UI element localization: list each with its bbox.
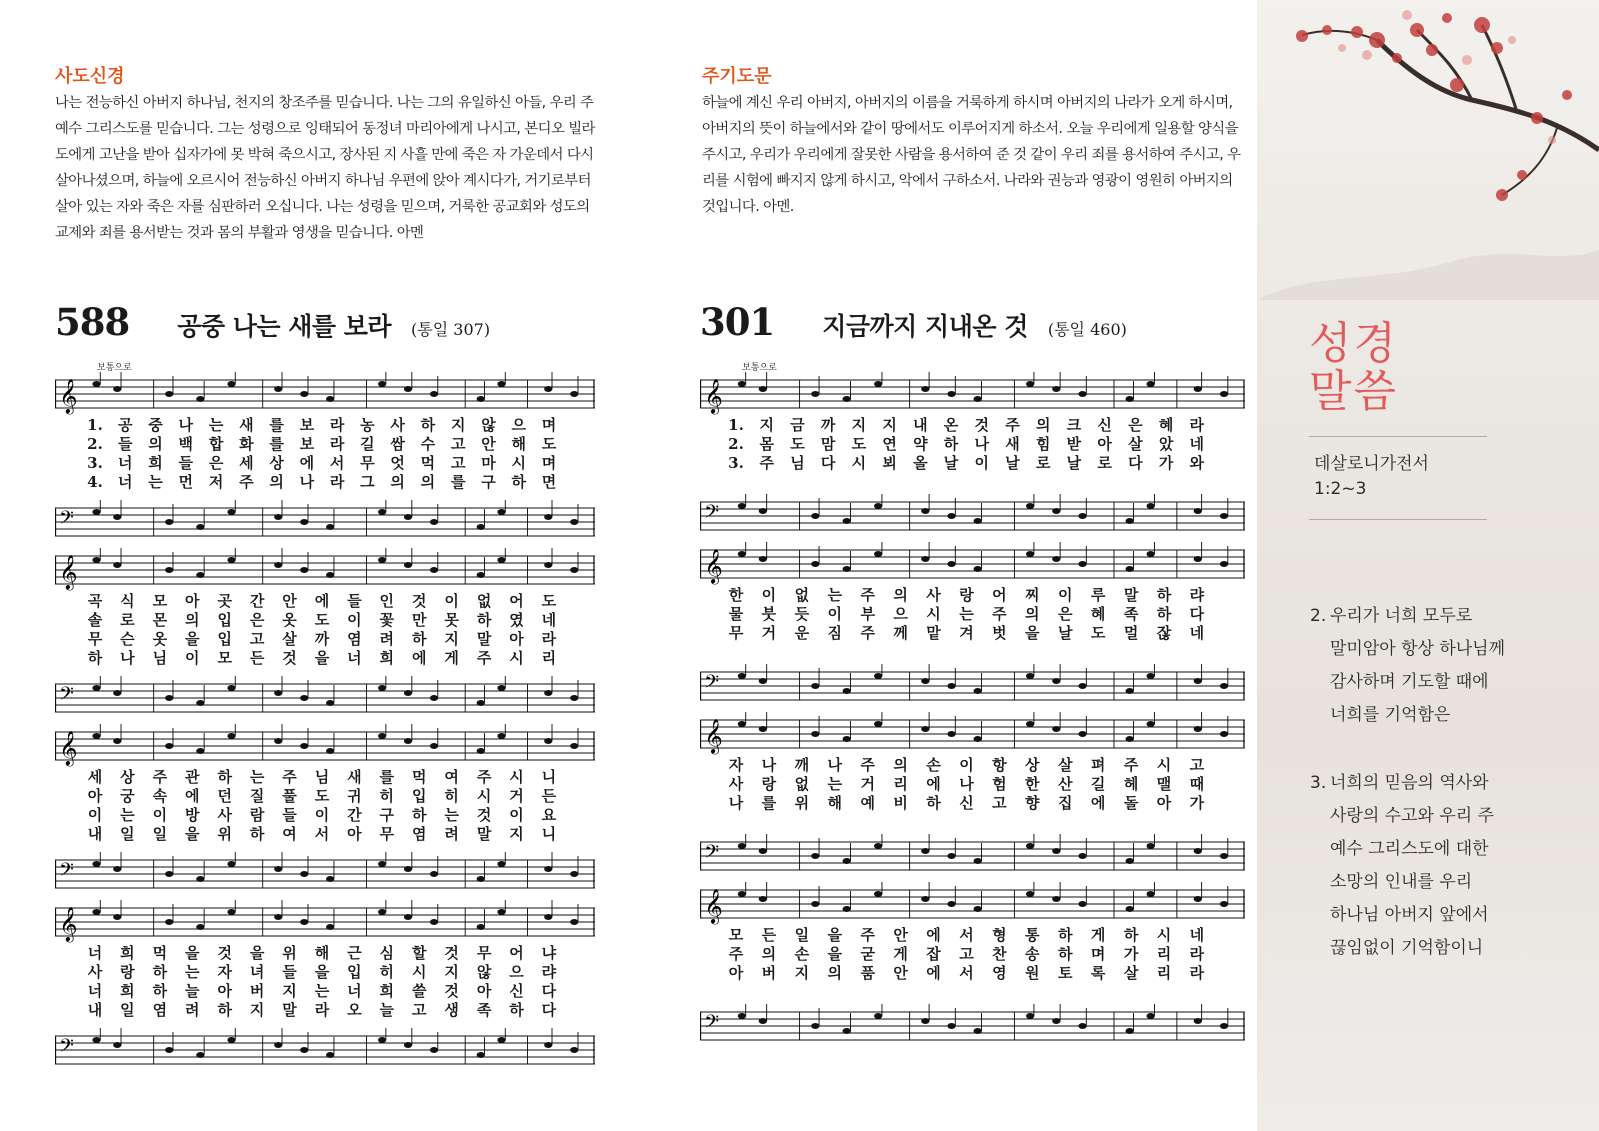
hymn-title: 공중 나는 새를 보라 [177, 312, 392, 341]
svg-text:𝄢: 𝄢 [704, 671, 720, 697]
lyric-line: 모 든 일 을 주 안 에 서 형 통 하 게 하 시 네 [728, 926, 1205, 944]
lyrics-block [700, 416, 1245, 473]
lyric-line: 이 는 이 방 사 람 들 이 간 구 하 는 것 이 요 [87, 806, 557, 824]
verse-line: 말미암아 항상 하나님께 [1330, 639, 1506, 659]
verse-line: 너희를 기억함은 [1330, 705, 1451, 725]
hymn-number: 301 [700, 300, 775, 344]
lyric-line: 4. 너 는 먼 저 주 의 나 라 그 의 의 를 구 하 면 [87, 473, 557, 491]
book-name: 데살로니가전서 [1314, 454, 1429, 474]
score-system [700, 542, 1245, 712]
verse-3 [1310, 767, 1550, 965]
lyric-line: 아 버 지 의 품 안 에 서 영 원 토 록 살 리 라 [728, 964, 1205, 982]
panel-title-line2: 말씀 [1309, 366, 1399, 417]
score-system [55, 372, 595, 548]
lyric-line: 3. 너 희 들 은 세 상 에 서 무 엇 먹 고 마 시 며 [87, 454, 557, 472]
svg-text:𝄢: 𝄢 [59, 859, 74, 885]
lyric-line: 무 슨 옷 을 입 고 살 까 염 려 하 지 말 아 라 [87, 630, 557, 648]
lyric-line: 주 의 손 을 굳 게 잡 고 찬 송 하 며 가 리 라 [728, 945, 1205, 963]
svg-text:𝄞: 𝄞 [59, 555, 78, 590]
lyric-line: 아 궁 속 에 던 질 풀 도 귀 히 입 히 시 거 든 [87, 787, 557, 805]
score-system [55, 900, 595, 1076]
score-system [700, 372, 1245, 542]
bass-staff [700, 834, 1245, 878]
treble-staff [700, 542, 1245, 586]
lyric-line: 사 랑 하 는 자 녀 들 을 입 히 시 지 않 으 랴 [87, 963, 557, 981]
lyric-line: 하 나 님 이 모 든 것 을 너 희 에 게 주 시 리 [87, 649, 557, 667]
verse-text: 우리가 너희 모두로 [1330, 606, 1473, 626]
verse-line [1310, 600, 1550, 633]
svg-text:𝄞: 𝄞 [59, 379, 78, 414]
divider [1309, 519, 1487, 520]
lyric-line: 자 나 깨 나 주 의 손 이 항 상 살 펴 주 시 고 [728, 756, 1205, 774]
lyric-line: 내 일 일 을 위 하 여 서 아 무 염 려 말 지 니 [87, 825, 557, 843]
lyric-line: 나 를 위 해 예 비 하 신 고 향 집 에 돌 아 가 [728, 794, 1205, 812]
lyric-line: 물 붓 듯 이 부 으 시 는 주 의 은 혜 족 하 다 [728, 605, 1205, 623]
panel-title [1309, 320, 1398, 416]
svg-text:𝄢: 𝄢 [704, 1011, 720, 1037]
lyric-line: 2. 몸 도 맘 도 연 약 하 나 새 힘 받 아 살 았 네 [728, 435, 1205, 453]
hymn-title: 지금까지 지내온 것 [822, 312, 1028, 341]
verse-2 [1310, 600, 1550, 732]
lyrics-block [55, 592, 595, 668]
lyric-line: 솔 로 몬 의 입 은 옷 도 이 꽃 만 못 하 였 네 [87, 611, 557, 629]
svg-text:𝄞: 𝄞 [704, 888, 723, 924]
verse-line: 하나님 아버지 앞에서 [1330, 905, 1489, 925]
svg-text:𝄞: 𝄞 [59, 731, 78, 766]
apostles-creed-text: 나는 전능하신 아버지 하나님, 천지의 창조주를 믿습니다. 나는 그의 유일하신 아들, 우리 주 예수 그리스도를 믿습니다. 그는 성령으로 잉태되어 동정녀 마리아에게 나시고, 본디오 빌라도에게 고난을 받아 십자가에 못 박혀 죽으시고, 장사된 지 사흘 만에 죽은 자 가운데서 다시 살아나셨으며, 하늘에 오르시어 전능하신 아버지 하나님 우편에 앉아 계시다가, 거기로부터 살아 있는 자와 죽은 자를 심판하러 오십니다. 나는 성령을 믿으며, 거룩한 공교회와 성도의 교제와 죄를 용서받는 것과 몸의 부활과 영생을 믿습니다. 아멘 [55, 95, 595, 241]
svg-text:𝄢: 𝄢 [704, 841, 720, 867]
lyric-line: 1. 공 중 나 는 새 를 보 라 농 사 하 지 않 으 며 [87, 416, 557, 434]
lyric-line: 곡 식 모 아 곳 간 안 에 들 인 것 이 없 어 도 [87, 592, 557, 610]
tempo-marking: 보통으로 [742, 363, 777, 373]
lyric-line: 사 랑 없 는 거 리 에 나 험 한 산 길 헤 맬 때 [728, 775, 1205, 793]
score-system [55, 548, 595, 724]
lyric-line: 너 희 하 늘 아 버 지 는 너 희 쓸 것 아 신 다 [87, 982, 557, 1000]
svg-text:𝄞: 𝄞 [704, 378, 723, 414]
apostles-creed-title: 사도신경 [55, 66, 125, 87]
score-system [55, 724, 595, 900]
hymn-united-number: (통일 460) [1047, 320, 1127, 339]
tempo-marking: 보통으로 [97, 363, 132, 373]
bass-staff [55, 500, 595, 544]
treble-staff [700, 372, 1245, 416]
bass-staff [700, 494, 1245, 538]
verse-line: 감사하며 기도할 때에 [1330, 672, 1489, 692]
score-system [700, 712, 1245, 882]
lyrics-block [700, 756, 1245, 813]
lords-prayer-text: 하늘에 계신 우리 아버지, 아버지의 이름을 거룩하게 하시며 아버지의 나라가 오게 하시며, 아버지의 뜻이 하늘에서와 같이 땅에서도 이루어지게 하소서. 오늘 우리에게 일용할 양식을 주시고, 우리가 우리에게 잘못한 사람을 용서하여 준 것 같이 우리 죄를 용서하여 주시고, 우리를 시험에 빠지지 않게 하시고, 악에서 구하소서. 나라와 권능과 영광이 영원히 아버지의 것입니다. 아멘. [702, 95, 1241, 215]
lyrics-block [700, 586, 1245, 643]
lyrics-block [55, 416, 595, 492]
bass-staff [700, 664, 1245, 708]
lyric-line: 3. 주 님 다 시 뵈 올 날 이 날 로 날 로 다 가 와 [728, 454, 1205, 472]
hymn-588 [55, 300, 595, 1076]
chapter-verse: 1:2~3 [1314, 479, 1367, 499]
treble-staff [55, 372, 595, 416]
svg-text:𝄢: 𝄢 [704, 501, 720, 527]
treble-staff [700, 882, 1245, 926]
divider [1309, 436, 1487, 437]
verse-number: 2. [1310, 606, 1327, 626]
treble-staff [55, 548, 595, 592]
treble-staff [700, 712, 1245, 756]
lords-prayer [702, 62, 1242, 220]
bass-staff [55, 1028, 595, 1072]
verse-line [1310, 767, 1550, 800]
lyric-line: 무 거 운 짐 주 께 맡 겨 벗 을 날 도 멀 잖 네 [728, 624, 1205, 642]
lyric-line: 내 일 염 려 하 지 말 라 오 늘 고 생 족 하 다 [87, 1001, 557, 1019]
verse-line: 소망의 인내를 우리 [1330, 872, 1473, 892]
lyrics-block [55, 944, 595, 1020]
bass-staff [55, 676, 595, 720]
svg-text:𝄢: 𝄢 [59, 683, 74, 709]
svg-text:𝄞: 𝄞 [704, 548, 723, 584]
score-systems [700, 372, 1245, 1052]
bass-staff [55, 852, 595, 896]
svg-text:𝄞: 𝄞 [704, 718, 723, 754]
lyric-line: 너 희 먹 을 것 을 위 해 근 심 할 것 무 어 냐 [87, 944, 557, 962]
svg-text:𝄢: 𝄢 [59, 1035, 74, 1061]
treble-staff [55, 900, 595, 944]
verse-line: 끊임없이 기억함이니 [1330, 938, 1484, 958]
hymn-number: 588 [55, 300, 130, 344]
score-systems [55, 372, 595, 1076]
hymn-header [700, 300, 1245, 360]
scripture-reference [1314, 452, 1429, 502]
hymn-header [55, 300, 595, 360]
plum-blossom-branch-image [1257, 0, 1599, 300]
verse-number: 3. [1310, 773, 1327, 793]
panel-title-line1: 성경 [1309, 318, 1399, 369]
lyric-line: 2. 들 의 백 합 화 를 보 라 길 쌈 수 고 안 해 도 [87, 435, 557, 453]
bass-staff [700, 1004, 1245, 1048]
svg-text:𝄢: 𝄢 [59, 507, 74, 533]
verse-line: 예수 그리스도에 대한 [1330, 839, 1489, 859]
treble-staff [55, 724, 595, 768]
lords-prayer-title: 주기도문 [702, 66, 772, 87]
lyric-line: 세 상 주 관 하 는 주 님 새 를 먹 여 주 시 니 [87, 768, 557, 786]
hymn-301 [700, 300, 1245, 1052]
apostles-creed [55, 62, 595, 246]
lyrics-block [700, 926, 1245, 983]
verse-text: 너희의 믿음의 역사와 [1330, 773, 1489, 793]
verse-line: 사랑의 수고와 우리 주 [1330, 806, 1495, 826]
svg-text:𝄞: 𝄞 [59, 907, 78, 942]
hymn-united-number: (통일 307) [411, 320, 491, 339]
lyric-line: 1. 지 금 까 지 지 내 온 것 주 의 크 신 은 혜 라 [728, 416, 1205, 434]
lyrics-block [55, 768, 595, 844]
lyric-line: 한 이 없 는 주 의 사 랑 어 찌 이 루 말 하 랴 [728, 586, 1205, 604]
scripture-panel [1257, 0, 1599, 1131]
score-system [700, 882, 1245, 1052]
